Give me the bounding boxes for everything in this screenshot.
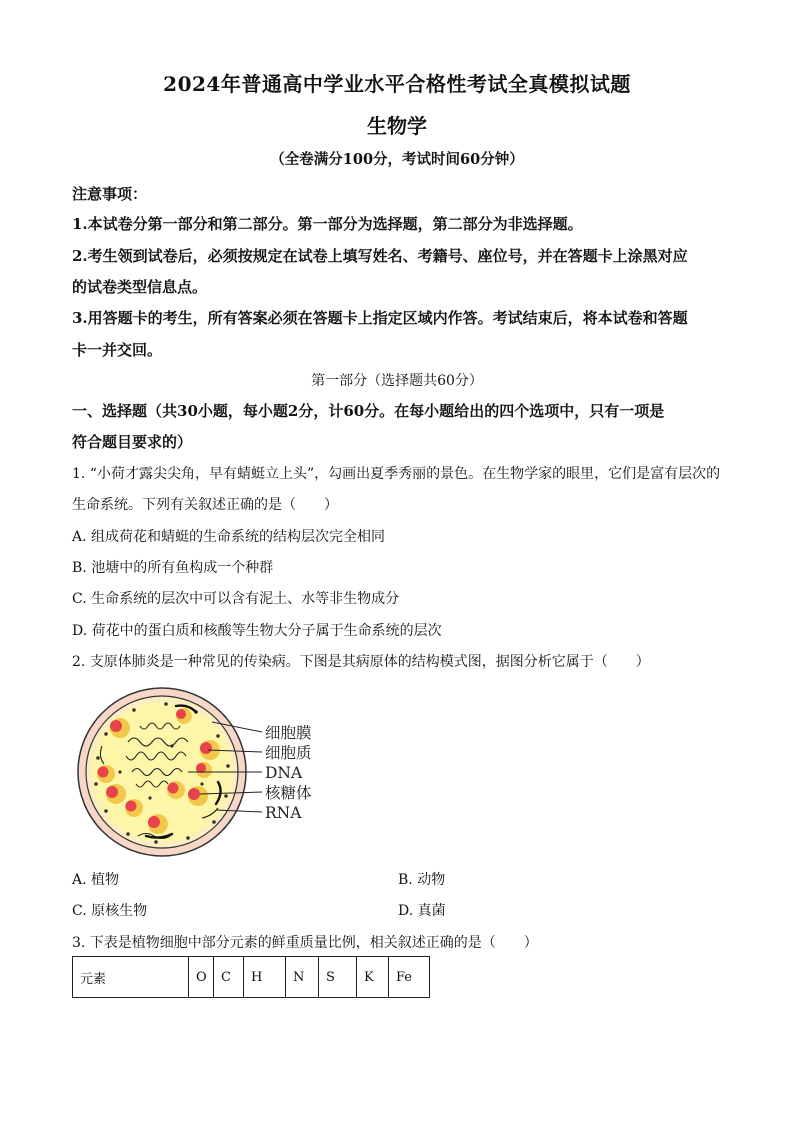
exam-title: 2024年普通高中学业水平合格性考试全真模拟试题	[163, 72, 631, 96]
section-heading-line-2: 符合题目要求的）	[72, 433, 193, 451]
label-rna: RNA	[265, 804, 302, 822]
q2-option-b: B. 动物	[398, 872, 446, 888]
note-item-2-line-2: 的试卷类型信息点。	[72, 278, 208, 296]
note-item-3-line-2: 卡一并交回。	[72, 341, 163, 359]
q3-stem: 3. 下表是植物细胞中部分元素的鲜重质量比例，相关叙述正确的是（ ）	[72, 935, 538, 951]
section-heading-line-1: 一、选择题（共30小题，每小题2分，计60分。在每小题给出的四个选项中，只有一项是	[72, 402, 665, 420]
q1-option-c: C. 生命系统的层次中可以含有泥土、水等非生物成分	[72, 591, 400, 607]
label-dna: DNA	[265, 764, 303, 782]
q2-option-d: D. 真菌	[398, 903, 446, 919]
q2-stem: 2. 支原体肺炎是一种常见的传染病。下图是其病原体的结构模式图，据图分析它属于（ ）	[72, 654, 650, 670]
notes-heading: 注意事项：	[72, 185, 148, 203]
table-header-cell: O	[189, 957, 214, 998]
q1-option-d: D. 荷花中的蛋白质和核酸等生物大分子属于生命系统的层次	[72, 623, 442, 639]
table-header-cell: C	[214, 957, 244, 998]
q1-option-a: A. 组成荷花和蜻蜓的生命系统的结构层次完全相同	[72, 529, 386, 545]
note-item-2-line-1: 2.考生领到试卷后，必须按规定在试卷上填写姓名、考籍号、座位号，并在答题卡上涂黑对应	[72, 247, 688, 265]
q1-stem-line-2: 生命系统。下列有关叙述正确的是（ ）	[72, 497, 338, 513]
q1-stem-line-1: 1. “小荷才露尖尖角，早有蜻蜓立上头”，勾画出夏季秀丽的景色。在生物学家的眼里，它们是富有层次的	[72, 466, 721, 482]
table-header-cell: Fe	[389, 957, 430, 998]
note-item-1: 1.本试卷分第一部分和第二部分。第一部分为选择题，第二部分为非选择题。	[72, 215, 583, 233]
note-item-3-line-1: 3.用答题卡的考生，所有答案必须在答题卡上指定区域内作答。考试结束后，将本试卷和答题	[72, 309, 688, 327]
table-header-cell: S	[319, 957, 357, 998]
table-header-cell: H	[244, 957, 286, 998]
element-ratio-table	[72, 956, 430, 998]
q2-option-c: C. 原核生物	[72, 903, 148, 919]
label-ribosome: 核糖体	[265, 784, 312, 802]
subject-title: 生物学	[367, 114, 427, 138]
table-row	[73, 957, 430, 998]
mycoplasma-structure-figure	[76, 686, 336, 858]
table-header-cell: K	[357, 957, 389, 998]
part1-heading: 第一部分（选择题共60分）	[311, 373, 483, 389]
label-cytoplasm: 细胞质	[265, 744, 312, 762]
table-header-cell: N	[286, 957, 319, 998]
table-header-cell: 元素	[73, 957, 189, 998]
exam-info: （全卷满分100分，考试时间60分钟）	[270, 151, 524, 168]
label-cell-membrane: 细胞膜	[265, 724, 312, 742]
q1-option-b: B. 池塘中的所有鱼构成一个种群	[72, 560, 274, 576]
q2-option-a: A. 植物	[72, 872, 120, 888]
